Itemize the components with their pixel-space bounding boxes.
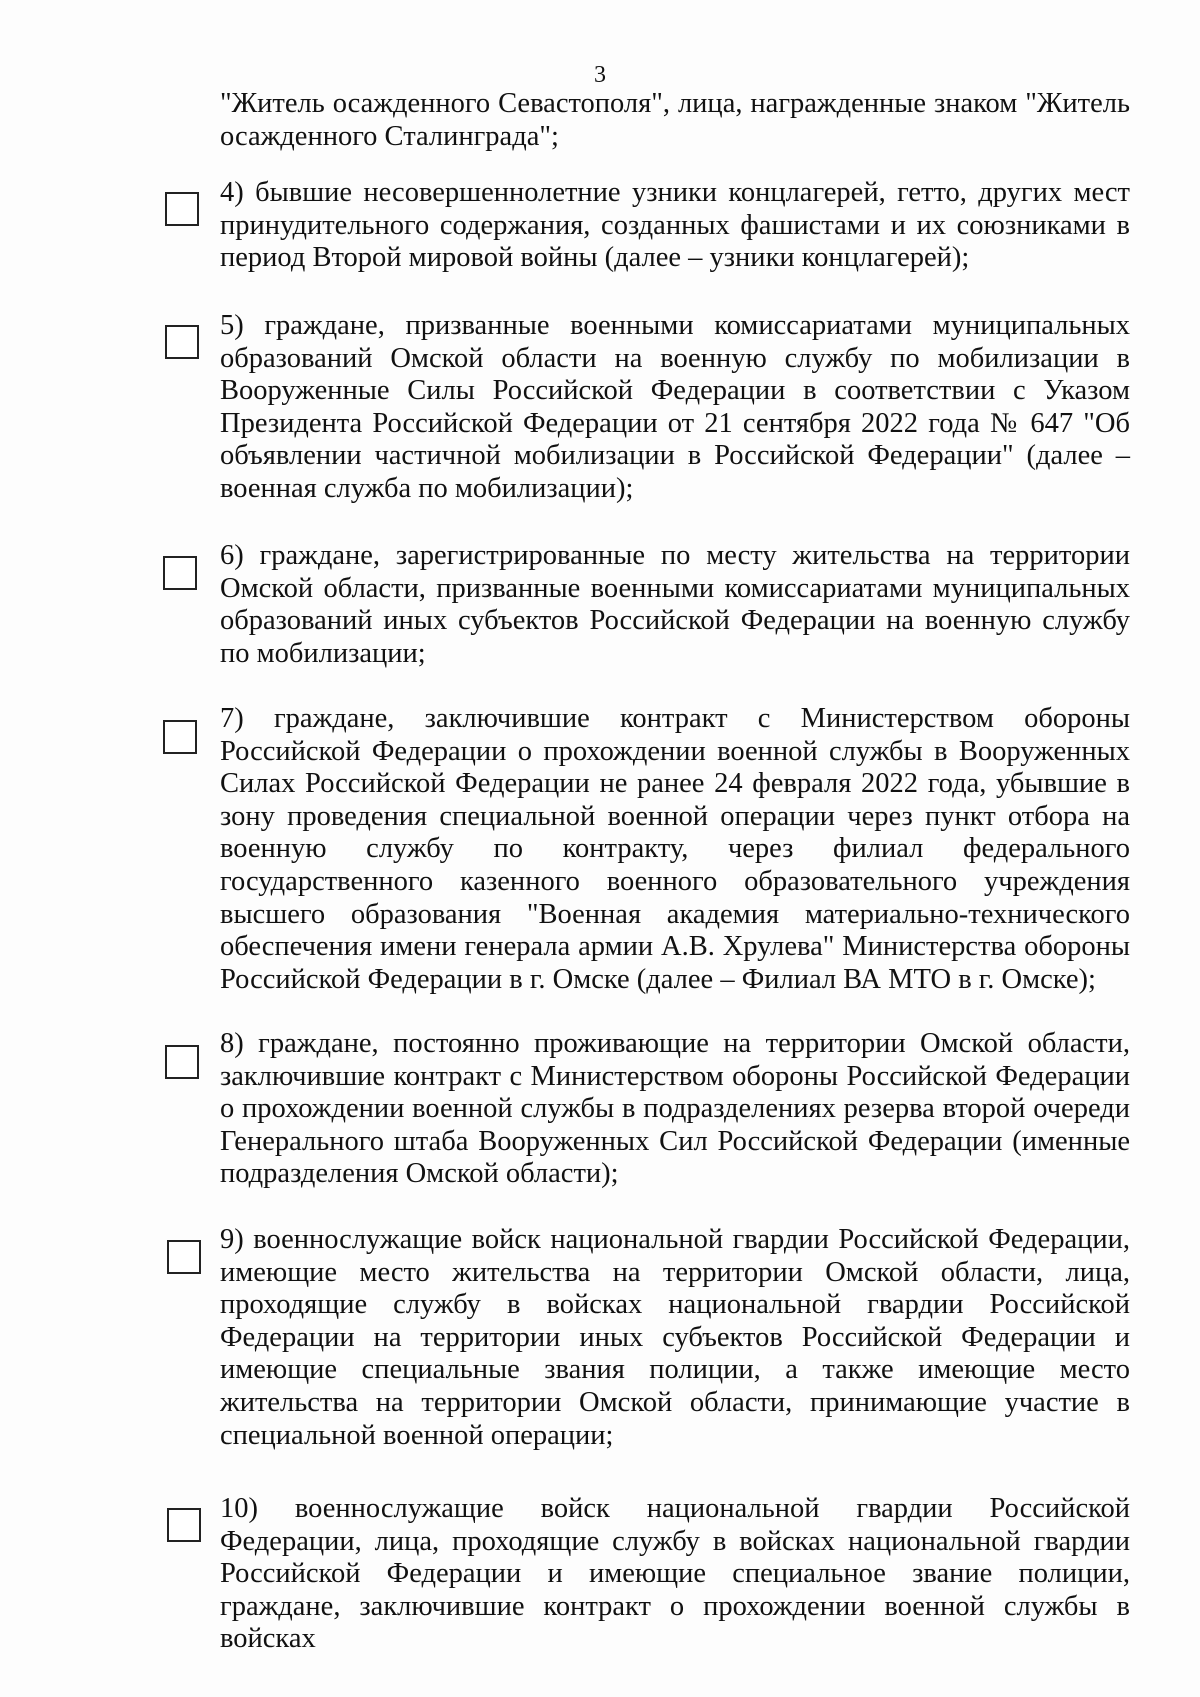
item-8-text: 8) граждане, постоянно проживающие на территории Омской области, заключившие контракт с Министерством обороны Российской Федерации о прохождении военной службы в подразделениях резерва второй очереди Генерального штаба Вооруженных Сил Российской Федерации (именные подразделения Омской области); [220, 1028, 1130, 1190]
item-6-text: 6) граждане, зарегистрированные по месту жительства на территории Омской области, призванные военными комиссариатами муниципальных образований иных субъектов Российской Федерации на военную службу по мобилизации; [220, 540, 1130, 669]
item-5-text: 5) граждане, призванные военными комиссариатами муниципальных образований Омской области на военную службу по мобилизации в Вооруженные Силы Российской Федерации в соответствии с Указом Президента Российской Федерации от 21 сентября 2022 года № 647 "Об объявлении частичной мобилизации в Российской Федерации" (далее – военная служба по мобилизации); [220, 310, 1130, 504]
item-6-checkbox[interactable] [163, 556, 197, 590]
item-10-checkbox[interactable] [167, 1508, 201, 1542]
item-10-text: 10) военнослужащие войск национальной гвардии Российской Федерации, лица, проходящие службу в войсках национальной гвардии Российской Федерации и имеющие специальное звание полиции, граждане, заключившие контракт о прохождении военной службы в войсках [220, 1493, 1130, 1655]
item-7-checkbox[interactable] [163, 720, 197, 754]
item-8-checkbox[interactable] [165, 1045, 199, 1079]
item-7-text: 7) граждане, заключившие контракт с Министерством обороны Российской Федерации о прохождении военной службы в Вооруженных Силах Российской Федерации не ранее 24 февраля 2022 года, убывшие в зону проведения специальной военной операции через пункт отбора на военную службу по контракту, через филиал федерального государственного казенного военного образовательного учреждения высшего образования "Военная академия материально-технического обеспечения имени генерала армии А.В. Хрулева" Министерства обороны Российской Федерации в г. Омске (далее – Филиал ВА МТО в г. Омске); [220, 703, 1130, 995]
item-9-text: 9) военнослужащие войск национальной гвардии Российской Федерации, имеющие место жительства на территории Омской области, лица, проходящие службу в войсках национальной гвардии Российской Федерации на территории иных субъектов Российской Федерации и имеющие специальные звания полиции, а также имеющие место жительства на территории Омской области, принимающие участие в специальной военной операции; [220, 1224, 1130, 1451]
item-4-text: 4) бывшие несовершеннолетние узники концлагерей, гетто, других мест принудительного содержания, созданных фашистами и их союзниками в период Второй мировой войны (далее – узники концлагерей); [220, 177, 1130, 274]
item-4-checkbox[interactable] [165, 192, 199, 226]
item-9-checkbox[interactable] [167, 1240, 201, 1274]
continuation-paragraph: "Житель осажденного Севастополя", лица, награжденные знаком "Житель осажденного Сталинграда"; [220, 88, 1130, 152]
item-5-checkbox[interactable] [165, 325, 199, 359]
page-number: 3 [594, 62, 606, 88]
